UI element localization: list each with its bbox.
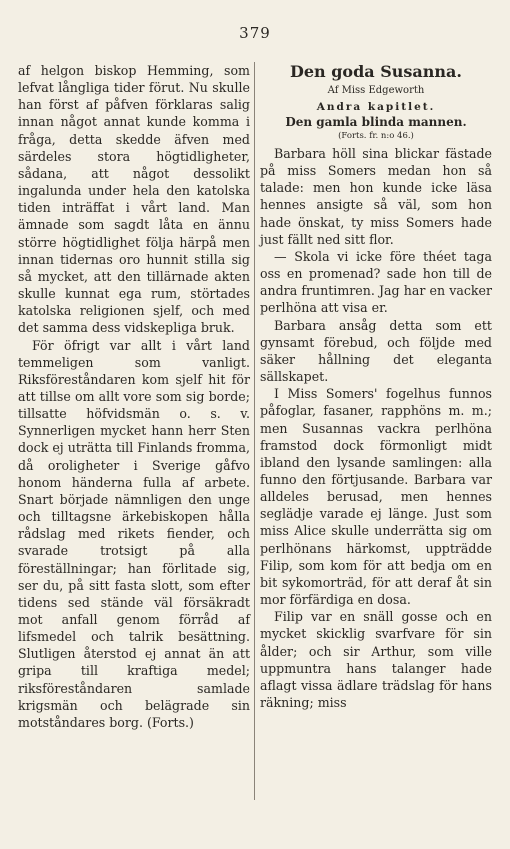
left-paragraph: För öfrigt var allt i vårt land temmeligen som vanligt. Riksföreståndaren kom sjelf hit för att tillse om allt vore som sig borde; tillsatte höfvidsmän o. s. v. Synnerligen mycket hann herr Sten dock ej uträtta till Finlands fromma, då oroligheter i Sverige gåfvo honom händerna fulla af arbete. Snart började nämnligen den unge och tilltagsne ärkebiskopen hålla rådslag med rikets fiender, och svarade trotsigt på alla föreställningar; han förlitade sig, ser du, på sitt fasta slott, som efter tidens sed stände väl försäkradt mot anfall genom förråd af lifsmedel och talrik besättning. Slutligen återstod ej annat än att gripa till kraftiga medel; riksföreståndaren samlade krigsmän och belägrade sin motståndares borg. (Forts.): [18, 337, 250, 730]
right-paragraph: Filip var en snäll gosse och en mycket skicklig svarfvare för sin ålder; och sir Arthur, som ville uppmuntra hans talanger hade aflagt vissa ädlare trädslag för hans räkning; miss: [260, 609, 492, 710]
story-author: Af Miss Edgeworth: [327, 85, 425, 96]
right-paragraph: Barbara ansåg detta som ett gynsamt förebud, och följde med säker hållning det eleganta sällskapet.: [260, 317, 492, 385]
left-paragraph: af helgon biskop Hemming, som lefvat långliga tider förut. Nu skulle han först af påfven förklaras salig innan något annat kunde komma i fråga, detta skedde äfven med särdeles stora högtidligheter, sådana, att något dessolikt ingalunda under hela den katolska tiden inträffat i vårt land. Man ämnade som sagdt låta en ännu större högtidlighet följa härpå men innan tidernas oro hunnit stilla sig så mycket, att den tillärnade akten skulle kunnat ega rum, störtades katolska religionen sjelf, och med det samma dess vidskepliga bruk.: [18, 63, 250, 336]
right-paragraph: I Miss Somers' fogelhus funnos påfoglar, fasaner, rapphöns m. m.; men Susannas vackra perlhöna framstod dock förmonligt midt ibland den lysande samlingen: alla funno den förtjusande. Barbara var alldeles berusad, men hennes seglädje varade ej länge. Just som miss Alice skulle underrätta sig om perlhönans härkomst, uppträdde Filip, som kom för att bedja om en bit sykomorträd, för att deraf åt sin mor förfärdiga en dosa.: [260, 386, 492, 608]
column-divider: [254, 62, 255, 800]
page-number: 379: [239, 24, 271, 42]
right-paragraph: — Skola vi icke före théet taga oss en promenad? sade hon till de andra fruntimren. Jag har en vacker perlhöna att visa er.: [260, 248, 492, 316]
right-column: [260, 62, 492, 711]
continuation-note: (Forts. fr. n:o 46.): [338, 131, 414, 141]
story-title: Den goda Susanna.: [289, 62, 462, 81]
right-paragraph: Barbara höll sina blickar fästade på miss Somers medan hon så talade: men hon kunde icke läsa hennes ansigte så väl, som hon hade önskat, ty miss Somers hade just fällt ned sitt flor.: [260, 146, 492, 247]
left-column: [18, 62, 250, 731]
chapter-subtitle: Den gamla blinda mannen.: [285, 115, 467, 129]
chapter-heading: Andra kapitlet.: [316, 101, 436, 113]
